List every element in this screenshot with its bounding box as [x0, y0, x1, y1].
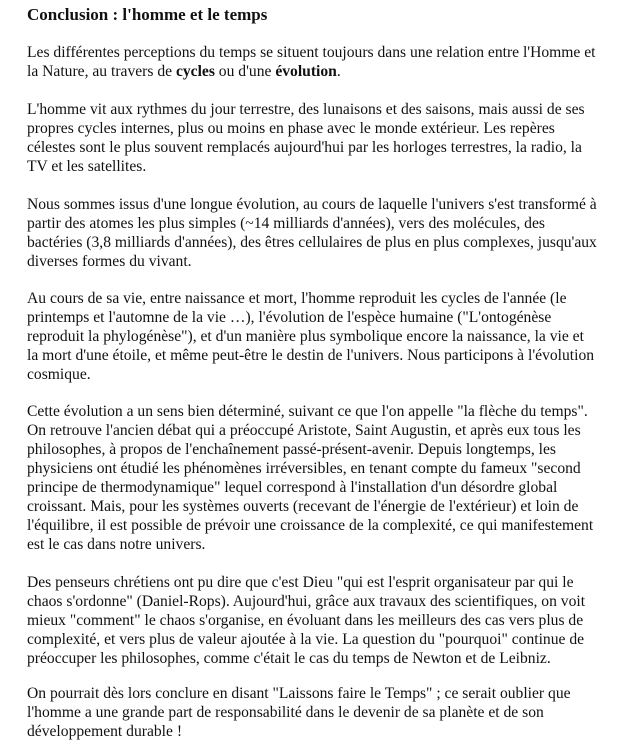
paragraph-intro — [27, 43, 623, 81]
intro-text-middle: ou d'une — [214, 63, 276, 80]
paragraph-christian-thinkers: Des penseurs chrétiens ont pu dire que c'est Dieu "qui est l'esprit organisateur par qui le chaos s'ordonne" (Daniel-Rops). Aujourd'hui, grâce aux travaux des scientifiques, on voit mieux "comment" le chaos s'organise, en évoluant dans les meilleurs des cas vers plus de complexité, et vers plus de valeur ajoutée à la vie. La question du "pourquoi" continue de préoccuper les philosophes, comme c'était le cas du temps de Newton et de Leibniz. — [27, 574, 586, 667]
intro-text-start: Les différentes perceptions du temps se situent toujours dans une relation entre l'Homme et la Nature, au travers de — [27, 44, 596, 80]
paragraph-final: On pourrait dès lors conclure en disant "Laissons faire le Temps" ; ce serait oublier que l'homme a une grande part de responsabilité dans le devenir de sa planète et de son développement durable ! — [27, 685, 571, 740]
intro-text-end: . — [336, 63, 341, 80]
paragraph-rhythms: L'homme vit aux rythmes du jour terrestre, des lunaisons et des saisons, mais aussi de ses propres cycles internes, plus ou moins en phase avec le monde extérieur. Les repères célestes sont le plus souvent remplacés aujourd'hui par les horloges terrestres, la radio, la TV et les satellites. — [27, 101, 585, 175]
keyword-cycles: cycles — [175, 63, 215, 80]
paragraph-arrow-of-time: Cette évolution a un sens bien déterminé, suivant ce que l'on appelle "la flèche du temps". On retrouve l'ancien débat qui a préoccupé Aristote, Saint Augustin, et après eux tous les philosophes, à propos de l'enchaînement passé-présent-avenir. Depuis longtemps, les physiciens ont étudié les phénomènes irréversibles, en tenant compte du fameux "second principe de thermodynamique" lequel correspond à l'installation d'un désordre global croissant. Mais, pour les systèmes ouverts (recevant de l'énergie de l'extérieur) et loin de l'équilibre, il est possible de prévoir une croissance de la complexité, ce qui manifestement est le cas dans notre univers. — [27, 403, 594, 553]
paragraph-evolution: Nous sommes issus d'une longue évolution, au cours de laquelle l'univers s'est transformé à partir des atomes les plus simples (~14 milliards d'années), vers des molécules, des bactéries (3,8 milliards d'années), des êtres cellulaires de plus en plus complexes, jusqu'aux diverses formes du vivant. — [27, 196, 597, 270]
paragraph-life-cycles: Au cours de sa vie, entre naissance et mort, l'homme reproduit les cycles de l'année (le printemps et l'automne de la vie …), l'évolution de l'espèce humaine ("L'ontogénèse reproduit la phylogénèse"), et d'un manière plus symbolique encore la naissance, la vie et la mort d'une étoile, et même peut-être le destin de l'univers. Nous participons à l'évolution cosmique. — [27, 290, 595, 383]
keyword-evolution: évolution — [275, 63, 337, 80]
page-title: Conclusion : l'homme et le temps — [27, 5, 268, 24]
